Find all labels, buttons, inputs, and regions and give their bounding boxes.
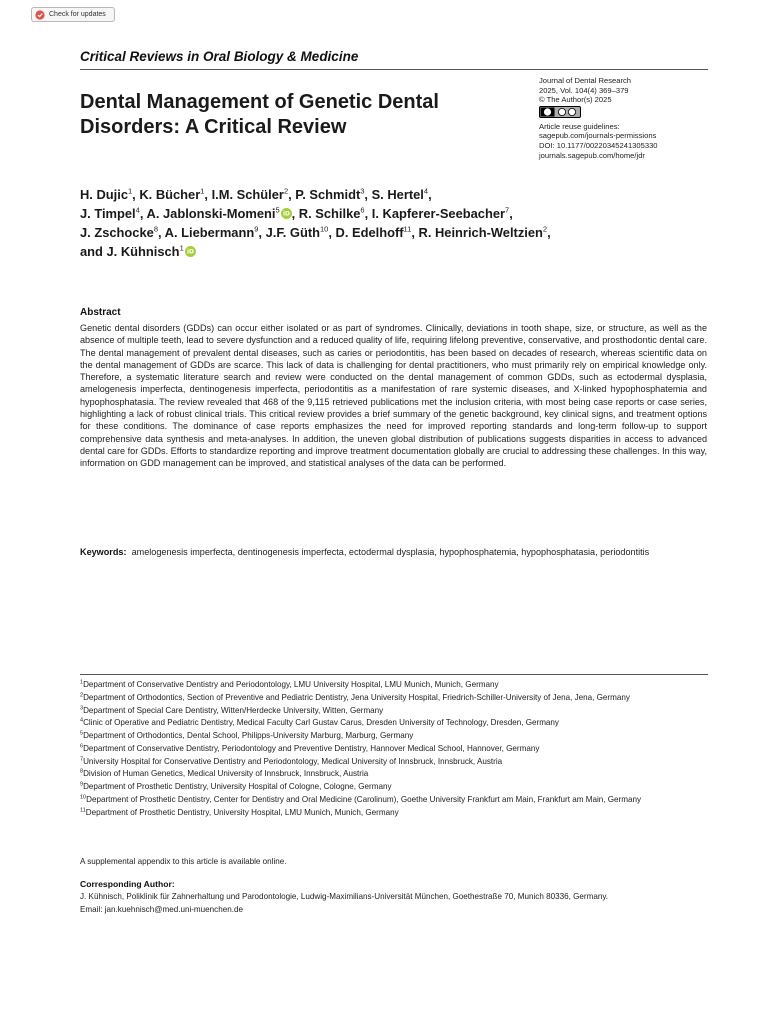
author-affiliation-number: 4	[135, 205, 140, 215]
author-affiliation-number: 4	[423, 186, 429, 196]
author-name: A. Jablonski-Momeni	[146, 206, 276, 221]
affiliation-list	[80, 680, 712, 821]
author-name: I.M. Schüler	[211, 187, 284, 202]
keywords-text: amelogenesis imperfecta, dentinogenesis imperfecta, ectodermal dysplasia, hypophosphatemia, hypophosphatasia, periodontitis	[131, 547, 650, 557]
affiliation-item	[80, 693, 712, 704]
affiliation-text: Department of Special Care Dentistry, Witten/Herdecke University, Witten, Germany	[83, 705, 384, 715]
affiliation-number: 1	[80, 679, 84, 686]
affiliation-item	[80, 757, 712, 768]
check-for-updates-label: Check for updates	[49, 11, 106, 18]
author-affiliation-number: 11	[403, 224, 412, 234]
doi-link[interactable]: DOI: 10.1177/00220345241305330	[539, 140, 658, 150]
author-affiliation-number: 1	[179, 243, 184, 253]
affiliation-text: Department of Prosthetic Dentistry, University Hospital, LMU Munich, Munich, Germany	[85, 807, 399, 817]
author-separator: ,	[288, 187, 296, 202]
affiliation-text: Clinic of Operative and Pediatric Dentistry, Medical Faculty Carl Gustav Carus, Dresden University of Technology, Dresden, Germany	[83, 718, 559, 728]
author-separator: ,	[204, 187, 212, 202]
affiliation-text: Division of Human Genetics, Medical University of Innsbruck, Innsbruck, Austria	[83, 769, 369, 779]
author-separator: ,	[509, 206, 513, 221]
affiliation-number: 2	[80, 692, 84, 699]
author-name: K. Bücher	[139, 187, 201, 202]
corresponding-author-address: J. Kühnisch, Poliklinik für Zahnerhaltung und Parodontologie, Ludwig-Maximilians-Universität München, Goethestraße 70, Munich 80336, Germany.	[80, 892, 609, 901]
affiliation-text: Department of Prosthetic Dentistry, Center for Dentistry and Oral Medicine (Carolinum), Goethe University Frankfurt am Main, Frankfurt am Main, Germany	[86, 795, 642, 805]
affiliation-text: Department of Orthodontics, Section of Preventive and Pediatric Dentistry, Jena University Hospital, Friedrich-Schiller-University of Jena, Jena, Germany	[83, 692, 630, 702]
affiliation-item	[80, 808, 712, 819]
author-affiliation-number: 5	[275, 205, 280, 215]
reuse-guidelines-link[interactable]: sagepub.com/journals-permissions	[539, 131, 657, 141]
affiliation-text: Department of Orthodontics, Dental School, Philipps-University Marburg, Marburg, Germany	[83, 731, 414, 741]
author-name: and J. Kühnisch	[80, 244, 180, 259]
author-name: J.F. Güth	[265, 225, 320, 240]
affiliation-item	[80, 769, 712, 780]
crossmark-icon	[35, 10, 45, 20]
author-name: P. Schmidt	[295, 187, 361, 202]
affiliation-number: 11	[80, 807, 86, 814]
author-affiliation-number: 2	[542, 224, 548, 234]
copyright-notice: © The Author(s) 2025	[539, 95, 612, 105]
author-name: J. Zschocke	[80, 225, 154, 240]
author-affiliation-number: 3	[360, 186, 365, 196]
orcid-icon[interactable]	[185, 246, 196, 257]
supplement-note: A supplemental appendix to this article is available online.	[80, 857, 287, 866]
author-name: R. Schilke	[298, 206, 361, 221]
author-separator: ,	[328, 225, 336, 240]
affiliation-text: Department of Conservative Dentistry, Periodontology and Preventive Dentistry, Hannover Medical School, Hannover, Germany	[83, 743, 540, 753]
affiliation-item	[80, 795, 712, 806]
author-name: I. Kapferer-Seebacher	[371, 206, 506, 221]
affiliation-number: 9	[80, 781, 84, 788]
affiliation-number: 8	[80, 768, 84, 775]
journal-homepage-link[interactable]: journals.sagepub.com/home/jdr	[539, 150, 645, 160]
abstract-heading: Abstract	[80, 307, 121, 318]
author-affiliation-number: 1	[200, 186, 205, 196]
author-separator: ,	[132, 187, 140, 202]
author-name: H. Dujic	[80, 187, 128, 202]
keywords-paragraph	[80, 546, 707, 558]
corresponding-author-heading: Corresponding Author:	[80, 879, 175, 889]
corresponding-author-email[interactable]: Email: jan.kuehnisch@med.uni-muenchen.de	[80, 905, 243, 914]
affiliation-item	[80, 782, 712, 793]
journal-section-title: Critical Reviews in Oral Biology & Medicine	[80, 49, 359, 64]
author-separator: ,	[411, 225, 419, 240]
affiliation-text: University Hospital for Conservative Dentistry and Periodontology, Medical University of Innsbruck, Innsbruck, Austria	[83, 756, 503, 766]
author-separator: ,	[291, 206, 299, 221]
affiliation-text: Department of Conservative Dentistry and Periodontology, LMU University Hospital, LMU Munich, Munich, Germany	[83, 680, 499, 689]
affiliation-number: 4	[80, 717, 84, 724]
reuse-guidelines-label: Article reuse guidelines:	[539, 121, 620, 131]
affiliation-number: 5	[80, 730, 84, 737]
article-title: Dental Management of Genetic Dental Disorders: A Critical Review	[80, 91, 439, 138]
author-separator: ,	[547, 225, 551, 240]
author-affiliation-number: 8	[153, 224, 158, 234]
affiliation-text: Department of Prosthetic Dentistry, University Hospital of Cologne, Cologne, Germany	[83, 782, 392, 792]
author-affiliation-number: 10	[320, 224, 329, 234]
author-affiliation-number: 7	[505, 205, 510, 215]
affiliation-item	[80, 744, 712, 755]
author-separator: ,	[364, 187, 372, 202]
author-separator: ,	[139, 206, 147, 221]
author-affiliation-number: 2	[283, 186, 289, 196]
affiliation-number: 3	[80, 704, 84, 711]
author-separator: ,	[364, 206, 372, 221]
abstract-text: Genetic dental disorders (GDDs) can occur either isolated or as part of syndromes. Clinically, deviations in tooth shape, size, or structure, as well as the absence of multiple teeth, lead to severe dysfunction and a reduced quality of life, requiring lifelong preventive, conservative, and prosthodontic dental care. The dental management of prevalent dental diseases, such as caries or periodontitis, has been based on decades of research, whereas scientific data on the dental management of GDDs are scarce. This lack of data is challenging for dental practitioners, who must primarily rely on empirical knowledge only. Therefore, a systematic literature search and review were conducted on the dental management of common GDDs, such as ectodermal dysplasia, amelogenesis imperfecta, dentinogenesis imperfecta, periodontitis as a manifestation of rare systemic diseases, and X-linked hypophosphatemia and hypophosphatasia. The review revealed that 468 of the 9,115 retrieved publications met the inclusion criteria, with most being case reports or case series, highlighting a lack of robust clinical trials. This critical review provides a brief summary of the genetic background, key clinical signs, and treatment options for these conditions. The dominance of case reports emphasizes the need for improved reporting standards and long-term follow-up to support comprehensive data synthesis and meta-analyses. In addition, the uneven global distribution of publications suggests disparities in access to advanced dental care for GDDs. Efforts to standardize reporting and improve treatment documentation globally are crucial to addressing these challenges. In this way, information on GDD management can be improved, and statistical analyses of the data can be performed.	[80, 323, 707, 469]
affiliation-item	[80, 731, 712, 742]
affiliation-number: 7	[80, 756, 84, 762]
author-name: S. Hertel	[371, 187, 424, 202]
author-list	[80, 185, 720, 261]
author-affiliation-number: 9	[254, 224, 259, 234]
affiliation-number: 6	[80, 743, 84, 750]
header-divider	[80, 69, 708, 70]
svg-text:iD: iD	[186, 248, 194, 256]
author-name: D. Edelhoff	[335, 225, 404, 240]
affiliation-item	[80, 718, 712, 729]
affiliations-divider	[80, 674, 708, 675]
author-affiliation-number: 6	[360, 205, 365, 215]
author-name: J. Timpel	[80, 206, 136, 221]
creative-commons-license-icon[interactable]	[539, 106, 581, 118]
keywords-label: Keywords:	[80, 547, 127, 557]
author-separator: ,	[428, 187, 432, 202]
journal-name: Journal of Dental Research	[539, 76, 632, 85]
affiliation-item	[80, 680, 712, 691]
author-separator: ,	[258, 225, 266, 240]
author-name: R. Heinrich-Weltzien	[418, 225, 543, 240]
author-name: A. Liebermann	[164, 225, 255, 240]
article-metadata	[539, 76, 719, 160]
journal-volume: 2025, Vol. 104(4) 369–379	[539, 85, 629, 95]
orcid-icon[interactable]	[281, 208, 292, 219]
svg-text:iD: iD	[282, 210, 290, 218]
affiliation-number: 10	[80, 794, 87, 801]
author-separator: ,	[157, 225, 165, 240]
check-for-updates-button[interactable]	[31, 7, 115, 22]
author-affiliation-number: 1	[128, 186, 133, 196]
affiliation-item	[80, 706, 712, 717]
